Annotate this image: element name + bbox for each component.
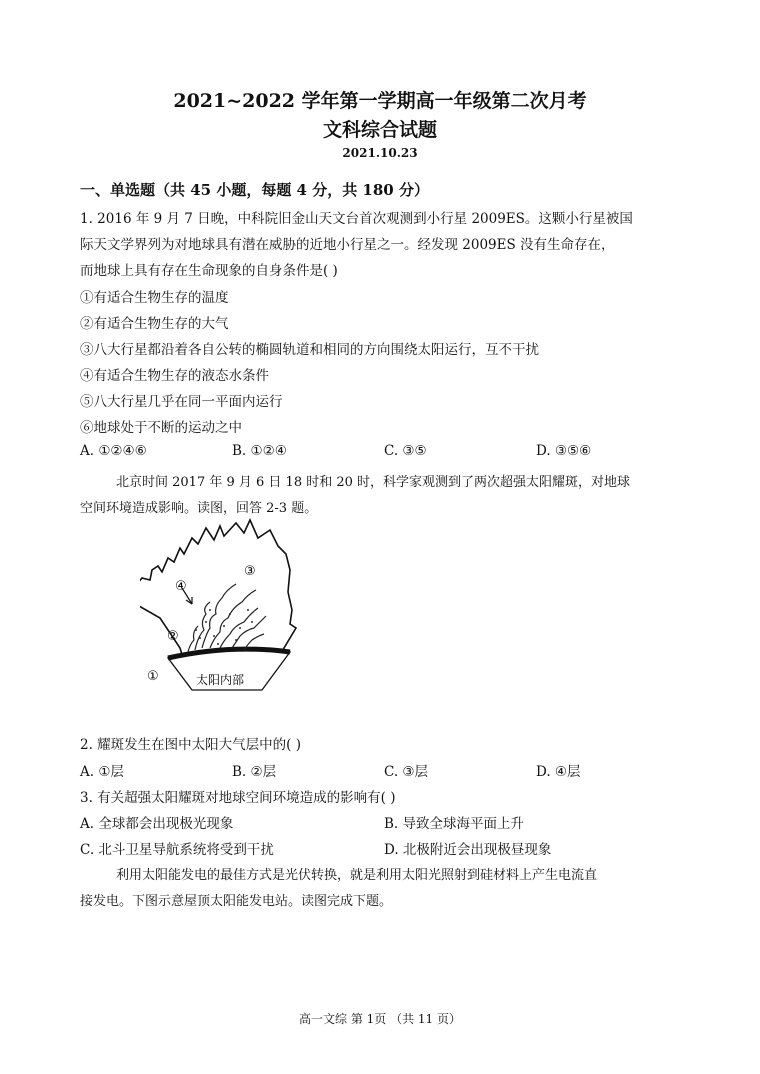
exam-date: 2021.10.23 [342, 146, 418, 160]
q1-item: ④有适合生物生存的液态水条件 [80, 368, 269, 384]
solar-flare-figure [140, 518, 310, 698]
exam-subtitle: 文科综合试题 [322, 119, 437, 141]
q1-item: ①有适合生物生存的温度 [80, 290, 229, 306]
passage2-line2: 接发电。下图示意屋顶太阳能发电站。读图完成下题。 [80, 894, 393, 909]
passage2-line1: 利用太阳能发电的最佳方式是光伏转换，就是利用太阳光照射到硅材料上产生电流直 [116, 868, 598, 883]
section-heading: 一、单选题（共 45 小题，每题 4 分，共 180 分） [80, 181, 429, 199]
interior-caption: 太阳内部 [196, 673, 245, 687]
label-3: ③ [244, 564, 256, 579]
label-4: ④ [175, 579, 187, 594]
q3-option-c: C. 北斗卫星导航系统将受到干扰 [80, 842, 274, 858]
label-1: ① [147, 669, 159, 684]
label-2: ② [167, 629, 179, 644]
passage1-line1: 北京时间 2017 年 9 月 6 日 18 时和 20 时，科学家观测到了两次超强太阳耀斑，对地球 [116, 475, 631, 490]
q1-stem-line2: 际天文学界列为对地球具有潜在威胁的近地小行星之一。经发现 2009ES 没有生命存在， [80, 237, 615, 253]
q1-option-b: B. ①②④ [232, 443, 287, 459]
passage1-line2: 空间环境造成影响。读图，回答 2-3 题。 [80, 501, 318, 516]
q1-option-a: A. ①②④⑥ [80, 443, 147, 459]
q2-option-d: D. ④层 [536, 764, 581, 780]
q2-option-a: A. ①层 [80, 764, 124, 780]
q1-item: ②有适合生物生存的大气 [80, 316, 229, 332]
page-footer: 高一文综 第 1页 （共 11 页） [299, 1012, 461, 1026]
q3-option-d: D. 北极附近会出现极昼现象 [384, 842, 552, 858]
q1-item: ⑤八大行星几乎在同一平面内运行 [80, 394, 283, 410]
q1-option-c: C. ③⑤ [384, 443, 427, 459]
q1-item: ③八大行星都沿着各自公转的椭圆轨道和相同的方向围绕太阳运行，互不干扰 [80, 342, 539, 358]
q3-option-a: A. 全球都会出现极光现象 [80, 816, 234, 832]
exam-title: 2021~2022 学年第一学期高一年级第二次月考 [173, 90, 587, 112]
q1-stem-line1: 1. 2016 年 9 月 7 日晚，中科院旧金山天文台首次观测到小行星 2009ES。这颗小行星被国 [80, 211, 633, 227]
q1-stem-line3: 而地球上具有存在生命现象的自身条件是( ) [80, 263, 338, 279]
q2-option-c: C. ③层 [384, 764, 429, 780]
q1-option-d: D. ③⑤⑥ [536, 443, 592, 459]
q3-stem: 3. 有关超强太阳耀斑对地球空间环境造成的影响有( ) [80, 790, 396, 806]
q1-item: ⑥地球处于不断的运动之中 [80, 420, 242, 436]
q2-stem: 2. 耀斑发生在图中太阳大气层中的( ) [80, 737, 301, 753]
q2-option-b: B. ②层 [232, 764, 277, 780]
q3-option-b: B. 导致全球海平面上升 [384, 816, 525, 832]
